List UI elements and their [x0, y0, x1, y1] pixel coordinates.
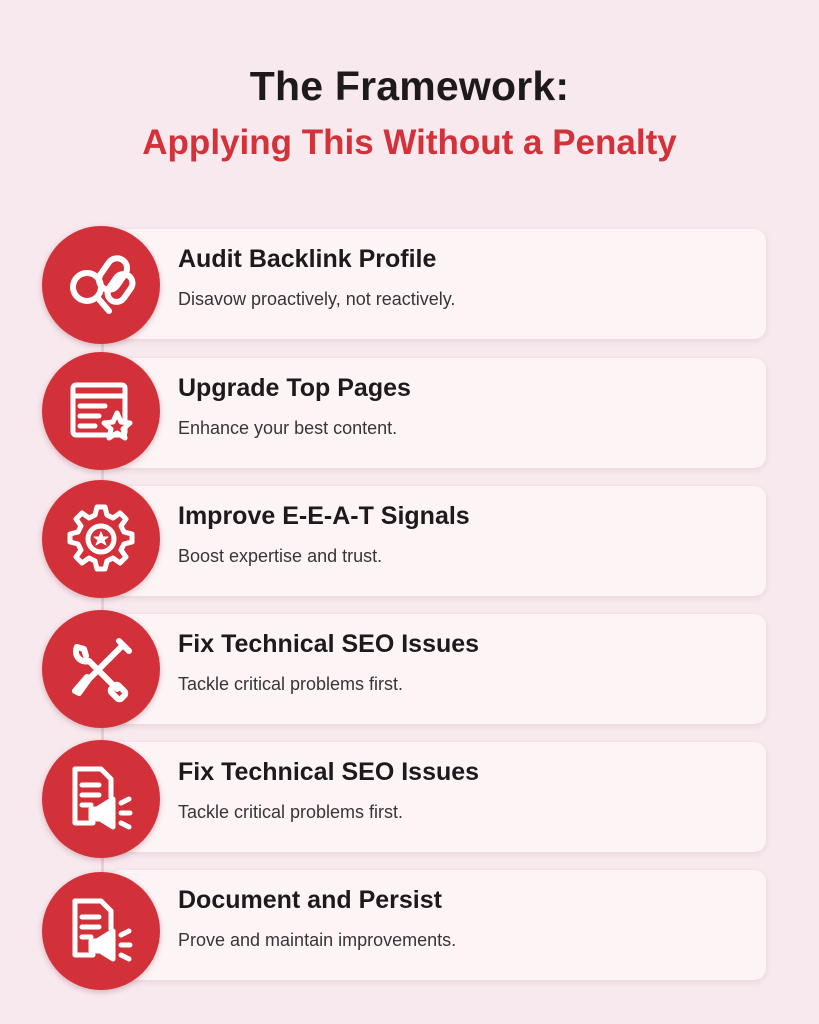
step-title: Improve E-E-A-T Signals	[178, 502, 470, 530]
step-card-technical-seo	[110, 614, 766, 724]
step-card-audit-backlink	[110, 229, 766, 339]
step-badge	[42, 610, 160, 728]
step-description: Enhance your best content.	[178, 418, 398, 438]
step-card-eeat	[110, 486, 766, 596]
step-title: Fix Technical SEO Issues	[178, 630, 480, 658]
step-badge	[42, 480, 160, 598]
step-title: Document and Persist	[178, 886, 442, 914]
page-title: The Framework:	[249, 63, 570, 109]
step-description: Boost expertise and trust.	[178, 546, 383, 566]
link-magnifier-icon	[59, 243, 143, 327]
step-title: Fix Technical SEO Issues	[178, 758, 480, 786]
step-card-upgrade-pages	[110, 358, 766, 468]
step-card-technical-seo-2	[110, 742, 766, 852]
webpage-star-icon	[59, 369, 143, 453]
step-description: Tackle critical problems first.	[178, 802, 404, 822]
step-description: Prove and maintain improvements.	[178, 930, 457, 950]
wrench-screwdriver-icon	[59, 627, 143, 711]
step-title: Audit Backlink Profile	[178, 245, 437, 273]
document-megaphone-icon	[59, 757, 143, 841]
step-badge	[42, 226, 160, 344]
step-badge	[42, 352, 160, 470]
step-badge	[42, 740, 160, 858]
step-card-document-persist	[110, 870, 766, 980]
gear-star-icon	[59, 497, 143, 581]
document-megaphone-icon	[59, 889, 143, 973]
step-description: Tackle critical problems first.	[178, 674, 404, 694]
step-title: Upgrade Top Pages	[178, 374, 411, 402]
step-description: Disavow proactively, not reactively.	[178, 289, 456, 309]
step-badge	[42, 872, 160, 990]
page-subtitle: Applying This Without a Penalty	[142, 123, 677, 162]
